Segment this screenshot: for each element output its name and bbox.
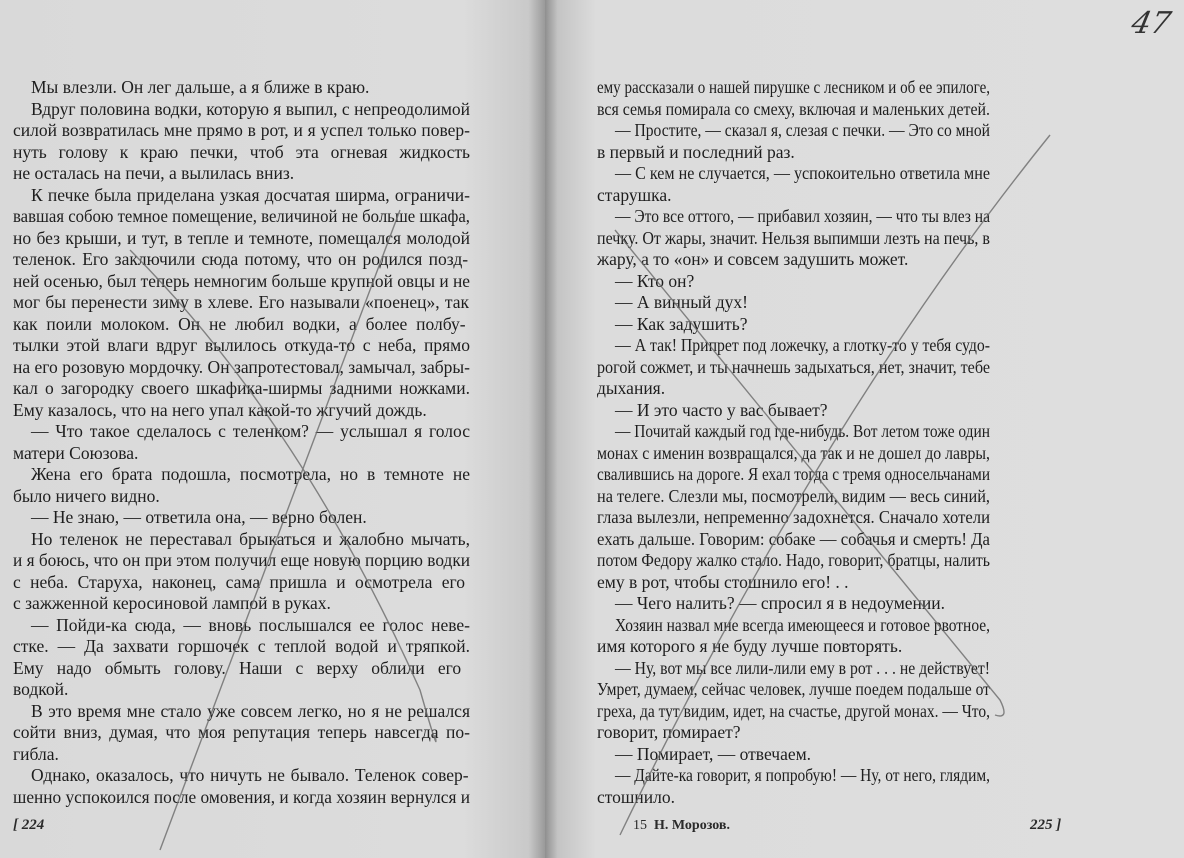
text-line-content: В это время мне стало уже совсем легко, но я не решался — [31, 700, 470, 721]
text-line-content: — С кем не случается, — успокоительно ответила мне — [615, 163, 990, 183]
text-line-content: рогой сожмет, и ты начнешь задыхаться, нет, значит, тебе — [597, 356, 990, 377]
text-line-content: на телеге. Слезли мы, посмотрели, видим — весь синий, — [597, 485, 990, 506]
text-line-content: старушка. — [597, 184, 672, 205]
text-line-content: печку. От жары, значит. Нельзя выпимши лезть на печь, в — [597, 227, 990, 248]
text-line-content: — Простите, — сказал я, слезая с печки. — Это со мной — [615, 120, 990, 140]
text-line-content: стке. — Да захвати горшочек с теплой водой и тряпкой. — [13, 636, 470, 656]
text-line-content: греха, да тут видим, идет, на счастье, другой монах. — Что, — [597, 700, 990, 721]
handwritten-folio-number: 47 — [1128, 6, 1174, 41]
text-line-content: не осталась на печи, а вылилась вниз. — [13, 163, 295, 183]
text-line-content: стошнило. — [597, 786, 675, 807]
text-line-content: нуть голову к краю печки, чтоб эта огневая жидкость — [13, 141, 470, 162]
text-line-content: дыхания. — [597, 378, 666, 398]
text-line-content: шенно успокоился после омовения, и когда хозяин вернулся и — [13, 786, 470, 807]
text-line-content: — Что такое сделалось с теленком? — услышал я голос — [31, 421, 470, 441]
text-line-content: Умрет, думаем, сейчас человек, лучше поедем подальше от — [597, 679, 990, 699]
text-line-content: — Чего налить? — спросил я в недоумении. — [615, 593, 946, 613]
text-line-content: — Кто он? — [615, 270, 695, 291]
text-line-content: — Помирает, — отвечаем. — [615, 743, 812, 764]
text-line-content: ехать дальше. Говорим: собаке — собачья и смерть! Да — [597, 528, 990, 549]
text-line-content: тылки этой влаги вдруг вылилось откуда-то с неба, прямо — [13, 335, 470, 355]
text-line-content: водкой. — [13, 679, 69, 699]
pencil-stroke — [620, 135, 1050, 835]
text-line-content: с зажженной керосиновой лампой в руках. — [13, 593, 331, 613]
text-line-content: Мы влезли. Он лег дальше, а я ближе в краю. — [31, 77, 370, 97]
text-line-content: Хозяин назвал мне всегда имеющееся и готовое рвотное, — [615, 614, 990, 635]
text-line-content: — Как задушить? — [615, 313, 748, 334]
text-line-content: — Пойди-ка сюда, — вновь послышался ее голос неве- — [31, 614, 470, 635]
text-line-content: было ничего видно. — [13, 485, 160, 506]
text-line-content: — А так! Припрет под ложечку, а глотку-то у тебя судо- — [615, 335, 990, 355]
text-line-content: сойти вниз, думая, что моя репутация теперь навсегда по- — [13, 722, 470, 742]
text-line-content: Однако, оказалось, что ничуть не бывало. Теленок совер- — [31, 765, 469, 785]
text-line-content: — И это часто у вас бывает? — [615, 399, 828, 420]
pencil-stroke — [615, 230, 1004, 716]
text-line-content: как поили молоком. Он не любил водки, а более полбу- — [13, 313, 466, 334]
text-line-content: гибла. — [13, 743, 59, 764]
text-line-content: Вдруг половина водки, которую я выпил, с непреодолимой — [31, 98, 470, 119]
text-line-content: Ему казалось, что на него упал какой-то жгучий дождь. — [13, 399, 427, 420]
text-line-content: вавшая собою темное помещение, величиной не больше шкафа, — [13, 206, 470, 226]
text-line-content: в первый и последний раз. — [597, 141, 795, 162]
text-line-content: на его розовую мордочку. Он запротестовал, замычал, забры- — [13, 356, 470, 377]
text-line-content: К печке была приделана узкая досчатая ширма, ограничи- — [31, 184, 470, 205]
text-line-content: матери Союзова. — [13, 442, 139, 463]
pencil-stroke — [130, 250, 436, 742]
text-line-content: силой возвратилась мне прямо в рот, и я успел только повер- — [13, 120, 470, 140]
text-line-content: имя которого я не буду лучше повторять. — [597, 636, 903, 656]
text-line-content: — Не знаю, — ответила она, — верно болен. — [31, 507, 367, 527]
signature-author: Н. Морозов. — [654, 818, 730, 833]
text-line-content: говорит, помирает? — [597, 722, 741, 742]
text-line-content: но без крыши, и тут, в тепле и темноте, помещался молодой — [13, 227, 470, 248]
text-line-content: глаза вылезли, непременно задохнется. Сначало хотели — [597, 507, 990, 527]
text-line-content: потом Федору жалко стало. Надо, говорит, братцы, налить — [597, 550, 990, 570]
text-line-content: Жена его брата подошла, посмотрела, но в темноте не — [31, 464, 470, 484]
text-line-content: — Почитай каждый год где-нибудь. Вот летом тоже один — [615, 421, 990, 441]
text-line-content: свалившись на дороге. Я ехал тогда с тремя односельчанами — [597, 464, 990, 484]
text-line-content: вся семья помирала со смеху, включая и маленьких детей. — [597, 98, 990, 119]
text-line-content: мог бы перенести зиму в хлеве. Его называли «поенец», так — [13, 292, 470, 312]
text-line-content: Ему надо обмыть голову. Наши с верху облили его — [13, 657, 462, 678]
text-line-content: теленок. Его заключили сюда потому, что он родился позд- — [13, 249, 469, 269]
text-line-content: — А винный дух! — [615, 292, 748, 312]
page-number-left: [ 224 — [13, 817, 45, 833]
pencil-stroke — [160, 210, 400, 850]
text-line-content: — Ну, вот мы все лили-лили ему в рот . . . не действует! — [615, 657, 990, 678]
text-line-content: и я боюсь, что он при этом получил еще новую порцию водки — [13, 550, 470, 570]
text-line-content: Но теленок не переставал брыкаться и жалобно мычать, — [31, 528, 470, 549]
text-line-content: кал о загородку своего шкафика-ширмы задними ножками. — [13, 378, 470, 398]
text-line-content: ему в рот, чтобы стошнило его! . . — [597, 571, 849, 592]
text-line-content: — Это все оттого, — прибавил хозяин, — что ты влез на — [615, 206, 990, 226]
text-line-content: ней осенью, был теперь немногим больше крупной овцы и не — [13, 270, 470, 291]
page-number-right: 225 ] — [1030, 817, 1062, 833]
text-line-content: — Дайте-ка говорит, я попробую! — Ну, от него, глядим, — [615, 765, 990, 785]
text-line-content: монах с именин возвращался, да так и не дошел до лавры, — [597, 442, 990, 463]
text-line-content: с неба. Старуха, наконец, сама пришла и осмотрела его — [13, 571, 466, 592]
text-line-content: ему рассказали о нашей пирушке с лесником и об ее эпилоге, — [597, 77, 990, 97]
text-line-content: жару, а то «он» и совсем задушить может. — [597, 249, 909, 269]
signature-mark: 15 — [633, 818, 647, 833]
